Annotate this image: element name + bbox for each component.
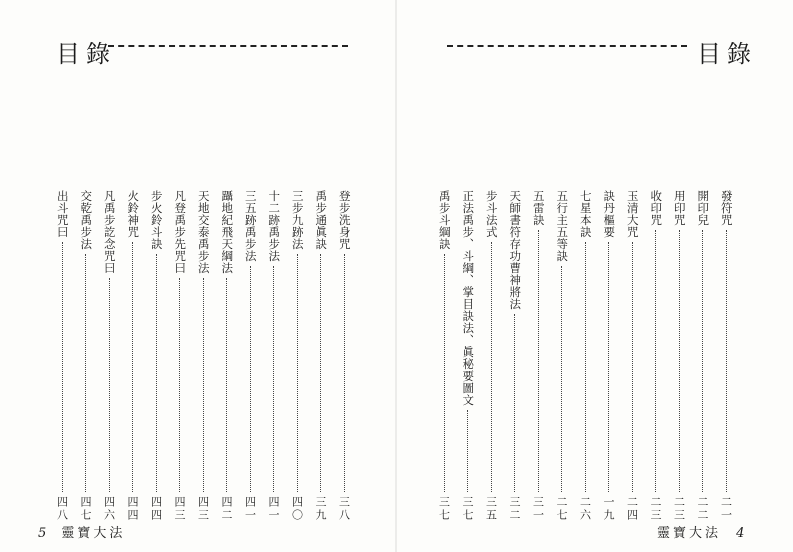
entry-page-number: 四一 <box>243 496 257 522</box>
toc-entry <box>622 190 642 522</box>
entry-title: 玉清大咒 <box>625 190 640 238</box>
entry-page-number: 三七 <box>437 496 451 522</box>
dot-leader <box>250 266 251 492</box>
entry-page-number: 二二 <box>696 496 709 522</box>
entry-title: 登步洗身咒 <box>337 190 352 250</box>
toc-entry <box>334 190 354 522</box>
toc-entry <box>599 190 619 522</box>
entry-page-number: 二四 <box>625 496 639 522</box>
entry-title: 用印咒 <box>672 190 687 226</box>
entry-page-number: 三二 <box>508 496 521 522</box>
dot-leader <box>467 410 468 492</box>
entry-page-number: 二三 <box>672 496 686 522</box>
entry-page-number: 三七 <box>461 496 474 522</box>
dot-leader <box>297 254 298 492</box>
entry-page-number: 三九 <box>314 496 327 522</box>
entry-title: 正法禹步、斗綱、掌目訣法、眞秘要圖文 <box>461 190 476 406</box>
folio <box>30 522 125 541</box>
entry-page-number: 四六 <box>102 496 116 522</box>
toc-entry <box>458 190 478 522</box>
entry-page-number: 二六 <box>578 496 592 522</box>
toc-entry <box>693 190 713 522</box>
toc-entry <box>505 190 525 522</box>
entry-title: 躡地紀飛天綱法 <box>220 190 235 274</box>
entry-title: 三五跡禹步法 <box>243 190 258 262</box>
dot-leader <box>85 254 86 492</box>
toc-entry <box>434 190 454 522</box>
dot-leader <box>585 242 586 492</box>
entry-page-number: 二一 <box>719 496 733 522</box>
toc-entry <box>217 190 237 522</box>
entry-page-number: 四三 <box>173 496 186 522</box>
page-number: 4 <box>736 526 745 541</box>
heading-rule <box>447 45 687 47</box>
toc-entry <box>193 190 213 522</box>
entry-title: 十二跡禹步法 <box>267 190 282 262</box>
entry-title: 訣丹樞要 <box>602 190 617 238</box>
toc-entry <box>123 190 143 522</box>
dot-leader <box>109 278 110 492</box>
toc-entry <box>311 190 331 522</box>
entry-title: 凡禹步訖念咒曰 <box>102 190 117 274</box>
dot-leader <box>226 278 227 492</box>
entry-page-number: 三一 <box>531 496 545 522</box>
entry-title: 出斗咒曰 <box>55 190 70 238</box>
entry-title: 七星本訣 <box>578 190 593 238</box>
page-heading: 目錄 <box>697 40 757 68</box>
entry-title: 步斗法式 <box>484 190 499 238</box>
dot-leader <box>203 278 204 492</box>
entry-page-number: 四三 <box>196 496 210 522</box>
entry-page-number: 三八 <box>337 496 351 522</box>
dot-leader <box>679 230 680 492</box>
entry-title: 禹步斗綱訣 <box>437 190 452 250</box>
toc-entry <box>481 190 501 522</box>
dot-leader <box>344 254 345 492</box>
book-title: 靈寶大法 <box>61 526 126 541</box>
entry-title: 天地交泰禹步法 <box>196 190 211 274</box>
dot-leader <box>514 314 515 492</box>
entry-page-number: 四二 <box>220 496 233 522</box>
toc-entry <box>99 190 119 522</box>
entry-page-number: 四四 <box>149 496 163 522</box>
folio <box>657 522 752 541</box>
entry-page-number: 四一 <box>267 496 280 522</box>
entry-title: 步火鈴斗訣 <box>149 190 164 250</box>
toc-entry <box>716 190 736 522</box>
entry-page-number: 三五 <box>484 496 498 522</box>
entry-page-number: 四八 <box>55 496 69 522</box>
dot-leader <box>491 242 492 492</box>
toc-entry <box>170 190 190 522</box>
entry-page-number: 二三 <box>649 496 662 522</box>
toc-entry <box>669 190 689 522</box>
entry-title: 收印咒 <box>649 190 664 226</box>
toc-entry <box>52 190 72 522</box>
toc-entry <box>528 190 548 522</box>
dot-leader <box>62 242 63 492</box>
dot-leader <box>156 254 157 492</box>
dot-leader <box>561 266 562 492</box>
entry-title: 五雷訣 <box>531 190 546 226</box>
dot-leader <box>179 278 180 492</box>
left-page <box>0 0 396 552</box>
entry-page-number: 四四 <box>126 496 139 522</box>
entry-title: 開印兒 <box>696 190 711 226</box>
entry-title: 凡登禹步先咒曰 <box>173 190 188 274</box>
right-page <box>397 0 793 552</box>
dot-leader <box>702 230 703 492</box>
dot-leader <box>444 254 445 492</box>
entry-title: 交乾禹步法 <box>79 190 94 250</box>
entry-title: 禹步通眞訣 <box>314 190 329 250</box>
entry-title: 火鈴神咒 <box>126 190 141 238</box>
toc-entry <box>240 190 260 522</box>
entry-title: 三步九跡法 <box>290 190 305 250</box>
dot-leader <box>538 230 539 492</box>
entry-title: 五行主五等訣 <box>555 190 570 262</box>
dot-leader <box>608 242 609 492</box>
entry-page-number: 一九 <box>602 496 615 522</box>
dot-leader <box>320 254 321 492</box>
entry-title: 發符咒 <box>719 190 734 226</box>
dot-leader <box>132 242 133 492</box>
page-number: 5 <box>38 526 47 541</box>
dot-leader <box>632 242 633 492</box>
toc-entry <box>552 190 572 522</box>
entry-title: 天師書符存功曹神將法 <box>508 190 523 310</box>
entry-page-number: 四七 <box>79 496 92 522</box>
toc-entry <box>76 190 96 522</box>
page-heading: 目錄 <box>56 40 116 68</box>
toc-entry <box>146 190 166 522</box>
toc-entry <box>646 190 666 522</box>
toc-entry <box>575 190 595 522</box>
heading-rule <box>108 45 348 47</box>
entry-page-number: 二七 <box>555 496 568 522</box>
dot-leader <box>273 266 274 492</box>
entry-page-number: 四〇 <box>290 496 304 522</box>
dot-leader <box>726 230 727 492</box>
toc-entry <box>287 190 307 522</box>
toc-entry <box>264 190 284 522</box>
dot-leader <box>655 230 656 492</box>
book-title: 靈寶大法 <box>657 526 722 541</box>
